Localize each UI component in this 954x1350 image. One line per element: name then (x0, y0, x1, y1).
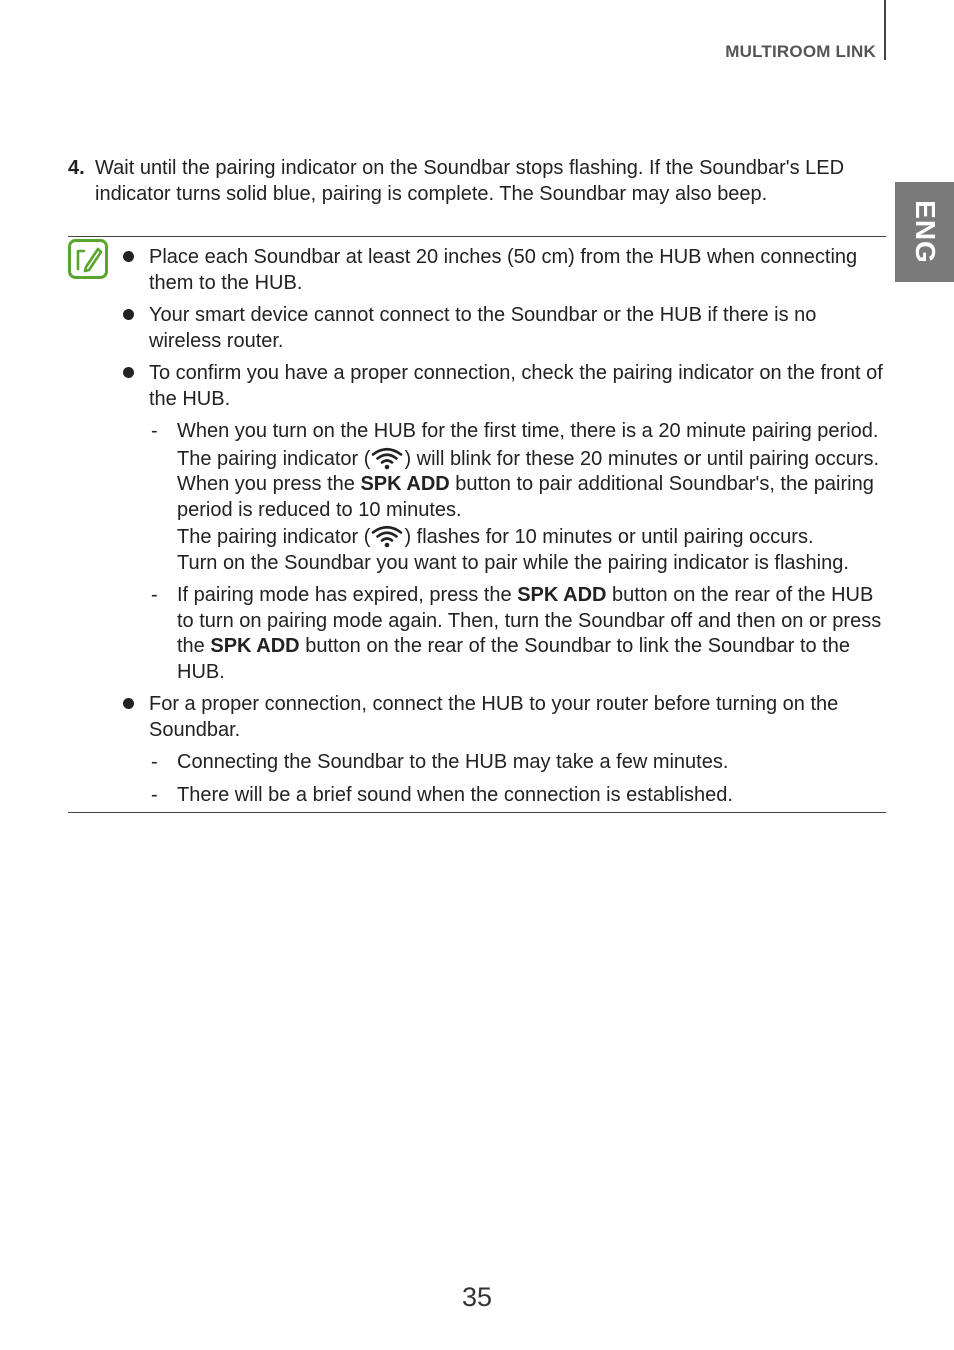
bullet-dot (123, 309, 134, 320)
note-bullet-item (120, 303, 890, 354)
text-run: ) flashes for 10 minutes or until pairing occurs. (404, 526, 814, 548)
note-sub-text: There will be a brief sound when the connection is established. (177, 783, 733, 806)
language-tab-label: ENG (909, 200, 941, 264)
note-sub-item (120, 783, 890, 809)
note-bullet-text: Place each Soundbar at least 20 inches (50 cm) from the HUB when connecting them to the HUB. (149, 246, 858, 294)
spk-add-label: SPK ADD (210, 635, 300, 657)
dash-marker: - (151, 783, 158, 806)
text-run: When you turn on the HUB for the first time, there is a 20 minute pairing period. The pairing indicator ( (177, 420, 879, 470)
text-run: ) will blink for these 20 minutes or until pairing occurs. When you press the (177, 447, 880, 495)
dash-marker: - (151, 584, 158, 606)
wifi-pairing-icon (370, 523, 404, 548)
step-4 (68, 155, 868, 207)
bullet-dot (123, 251, 134, 262)
note-sub-item (120, 750, 890, 776)
note-bullet-text: To confirm you have a proper connection, check the pairing indicator on the front of the HUB. (149, 362, 883, 410)
spk-add-label: SPK ADD (360, 473, 450, 495)
note-sub-text (177, 583, 890, 685)
dash-marker: - (151, 751, 158, 773)
dash-marker: - (151, 420, 158, 442)
note-bullet-item (120, 692, 890, 743)
note-sub-text (177, 419, 890, 576)
step-text: Wait until the pairing indicator on the Soundbar stops flashing. If the Soundbar's LED indicator turns solid blue, pairing is complete. The Soundbar may also beep. (95, 157, 845, 205)
spk-add-label: SPK ADD (517, 584, 607, 606)
text-run: The pairing indicator ( (177, 526, 371, 548)
header-divider (884, 0, 886, 60)
note-box (68, 236, 886, 813)
note-bullet-item (120, 245, 890, 296)
text-run: button to pair additional Soundbar's, the pairing period is reduced to 10 minutes. (177, 473, 874, 521)
text-run: If pairing mode has expired, press the (177, 584, 518, 606)
step-number: 4. (68, 157, 85, 179)
note-bullet-text: For a proper connection, connect the HUB to your router before turning on the Soundbar. (149, 693, 839, 741)
note-sub-item (120, 583, 890, 685)
bullet-dot (123, 698, 134, 709)
language-tab (895, 182, 954, 282)
text-run: button on the rear of the Soundbar to link the Soundbar to the HUB. (177, 635, 851, 683)
note-list (120, 245, 890, 815)
section-title: MULTIROOM LINK (725, 42, 876, 61)
text-run: Turn on the Soundbar you want to pair while the pairing indicator is flashing. (177, 551, 849, 574)
note-bullet-text: Your smart device cannot connect to the Soundbar or the HUB if there is no wireless router. (149, 304, 817, 352)
wifi-pairing-icon (370, 445, 404, 470)
bullet-dot (123, 367, 134, 378)
page-number: 35 (461, 1282, 493, 1312)
note-sub-item (120, 419, 890, 576)
note-pencil-icon (68, 239, 108, 279)
note-bullet-item (120, 361, 890, 412)
text-run: button on the rear of the HUB to turn on pairing mode again. Then, turn the Soundbar off and then on or press the (177, 584, 882, 657)
note-sub-text: Connecting the Soundbar to the HUB may take a few minutes. (177, 751, 729, 773)
